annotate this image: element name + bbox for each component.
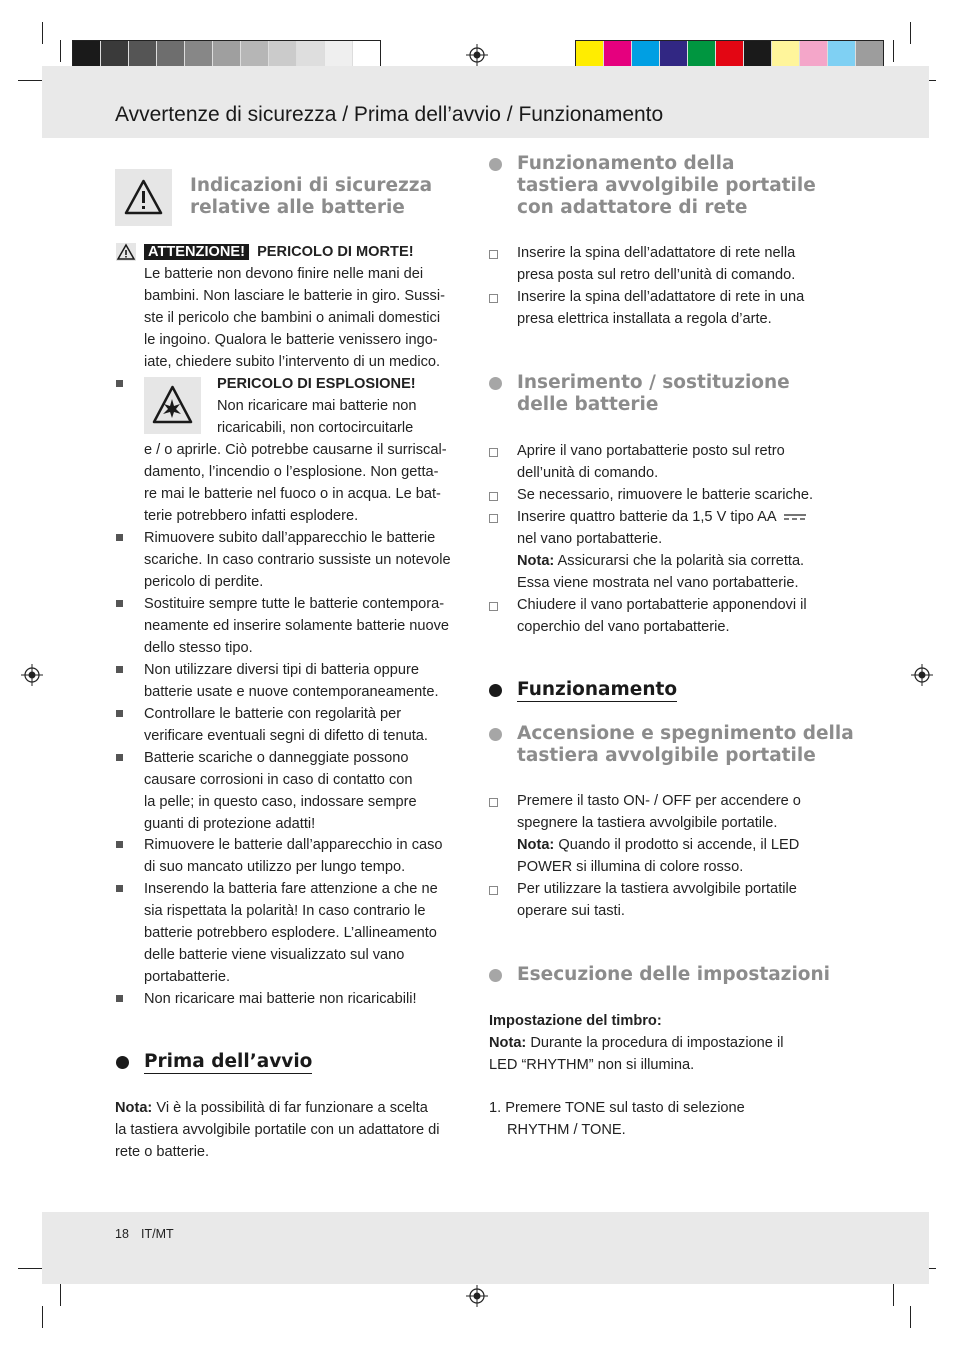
list-item: Premere il tasto ON- / OFF per accendere o spegnere la tastiera avvolgibile portatile. Nota: Quando il prodotto si accende, il LED POWER si illumina di colore rosso. [517,793,801,875]
list-item: Non utilizzare diversi tipi di batteria oppure batterie usate e nuove contemporaneamente. [144,662,439,700]
registration-target-icon [466,1285,488,1307]
list-item: Chiudere il vano portabatterie apponendovi il coperchio del vano portabatterie. [517,597,807,635]
crop-mark [893,1284,894,1306]
list-item: Se necessario, rimuovere le batterie scariche. [517,487,814,503]
list-item: Inserendo la batteria fare attenzione a che ne sia rispettata la polarità! In caso contrario le batterie potrebbero esplodere. L’allineamento delle batterie viene visualizzato sul vano portabatterie. [144,881,438,985]
warning-triangle-icon [115,169,172,226]
registration-target-icon [21,664,43,686]
registration-target-icon [466,44,488,66]
crop-mark [893,40,894,62]
crop-mark [42,22,43,44]
section-bullet-dot [489,728,502,741]
bullet-square [116,885,123,892]
step-checkbox [489,886,498,895]
list-item: Inserire quattro batterie da 1,5 V tipo AA nel vano portabatterie. Nota: Assicurarsi che la polarità sia corretta. Essa viene mostrata nel vano portabatterie. [517,509,805,591]
step-checkbox [489,602,498,611]
section-bullet-dot [489,158,502,171]
page-title: Avvertenze di sicurezza / Prima dell’avvio / Funzionamento [115,103,664,126]
crop-mark [910,1306,911,1328]
bullet-square [116,754,123,761]
bullet-square [116,666,123,673]
timbre-block: Impostazione del timbro: Nota: Durante la procedura di impostazione il LED “RHYTHM” non si illumina. [489,1013,784,1073]
explosion-warning-icon [144,377,201,434]
dc-symbol-icon [784,512,806,522]
attention-title: PERICOLO DI MORTE! [257,244,414,260]
explosion-text-short: Non ricaricare mai batterie non ricaricabili, non cortocircuitarle [217,398,417,436]
crop-mark [42,1306,43,1328]
bullet-square [116,600,123,607]
warning-triangle-icon [116,243,136,261]
header-band [42,66,929,138]
footer-band [42,1212,929,1284]
explosion-icon-box [144,377,201,434]
locale-code: IT/MT [141,1227,174,1241]
adapter-heading: Funzionamento della tastiera avvolgibile portatile con adattatore di rete [517,153,816,218]
attention-line [144,241,414,263]
operation-heading: Funzionamento [517,679,678,700]
settings-heading: Esecuzione delle impostazioni [517,964,831,985]
startup-heading: Prima dell’avvio [144,1051,313,1072]
attention-text: Le batterie non devono finire nelle mani dei bambini. Non lasciare le batterie in giro. Sussi- ste il pericolo che bambini o animali domestici le ingoino. Qualora le batterie venissero ingo- iate, chiedere subito l’intervento di un medico. [144,266,445,370]
page-number: 18 [115,1227,129,1241]
section-bullet-dot [489,377,502,390]
step-checkbox [489,798,498,807]
bullet-square [116,380,123,387]
explosion-text-long: e / o aprirle. Ciò potrebbe causarne il surriscal- damento, l’incendio o l’esplosione. Non getta- re mai le batterie nel fuoco o in acqua. Le bat- terie potrebbero infatti esplodere. [144,442,447,524]
crop-mark [910,22,911,44]
bullet-square [116,995,123,1002]
timbre-step: 1. Premere TONE sul tasto di selezione RHYTHM / TONE. [489,1100,745,1138]
list-item: Per utilizzare la tastiera avvolgibile portatile operare sui tasti. [517,881,797,919]
step-checkbox [489,294,498,303]
startup-note: Nota: Vi è la possibilità di far funzionare a scelta la tastiera avvolgibile portatile con un adattatore di rete o batterie. [115,1100,440,1160]
explosion-title: PERICOLO DI ESPLOSIONE! [217,376,416,392]
crop-mark [60,1284,61,1306]
step-checkbox [489,514,498,523]
list-item: Non ricaricare mai batterie non ricaricabili! [144,991,417,1007]
section-bullet-dot [116,1056,129,1069]
list-item: Aprire il vano portabatterie posto sul retro dell’unità di comando. [517,443,785,481]
bullet-square [116,710,123,717]
battery-heading: Inserimento / sostituzione delle batterie [517,372,790,415]
step-checkbox [489,448,498,457]
list-item: Batterie scariche o danneggiate possono causare corrosioni in caso di contatto con la pelle; in questo caso, indossare sempre guanti di protezione adatti! [144,750,417,832]
registration-target-icon [911,664,933,686]
safety-icon-box [115,169,172,226]
list-item: Inserire la spina dell’adattatore di rete in una presa elettrica installata a regola d’arte. [517,289,805,327]
step-checkbox [489,492,498,501]
safety-heading: Indicazioni di sicurezza relative alle batterie [190,175,433,218]
list-item: Rimuovere subito dall’apparecchio le batterie scariche. In caso contrario sussiste un notevole pericolo di perdite. [144,530,451,590]
list-item: Inserire la spina dell’adattatore di rete nella presa posta sul retro dell’unità di comando. [517,245,796,283]
list-item: Sostituire sempre tutte le batterie contempora- neamente ed inserire solamente batterie nuove dello stesso tipo. [144,596,450,656]
step-checkbox [489,250,498,259]
power-heading: Accensione e spegnimento della tastiera avvolgibile portatile [517,723,854,766]
bullet-square [116,841,123,848]
section-bullet-dot [489,969,502,982]
section-bullet-dot [489,684,502,697]
attention-label: ATTENZIONE! [144,244,249,260]
crop-mark [60,40,61,62]
list-item: Controllare le batterie con regolarità per verificare eventuali segni di difetto di tenuta. [144,706,428,744]
list-item: Rimuovere le batterie dall’apparecchio in caso di suo mancato utilizzo per lungo tempo. [144,837,443,875]
bullet-square [116,534,123,541]
